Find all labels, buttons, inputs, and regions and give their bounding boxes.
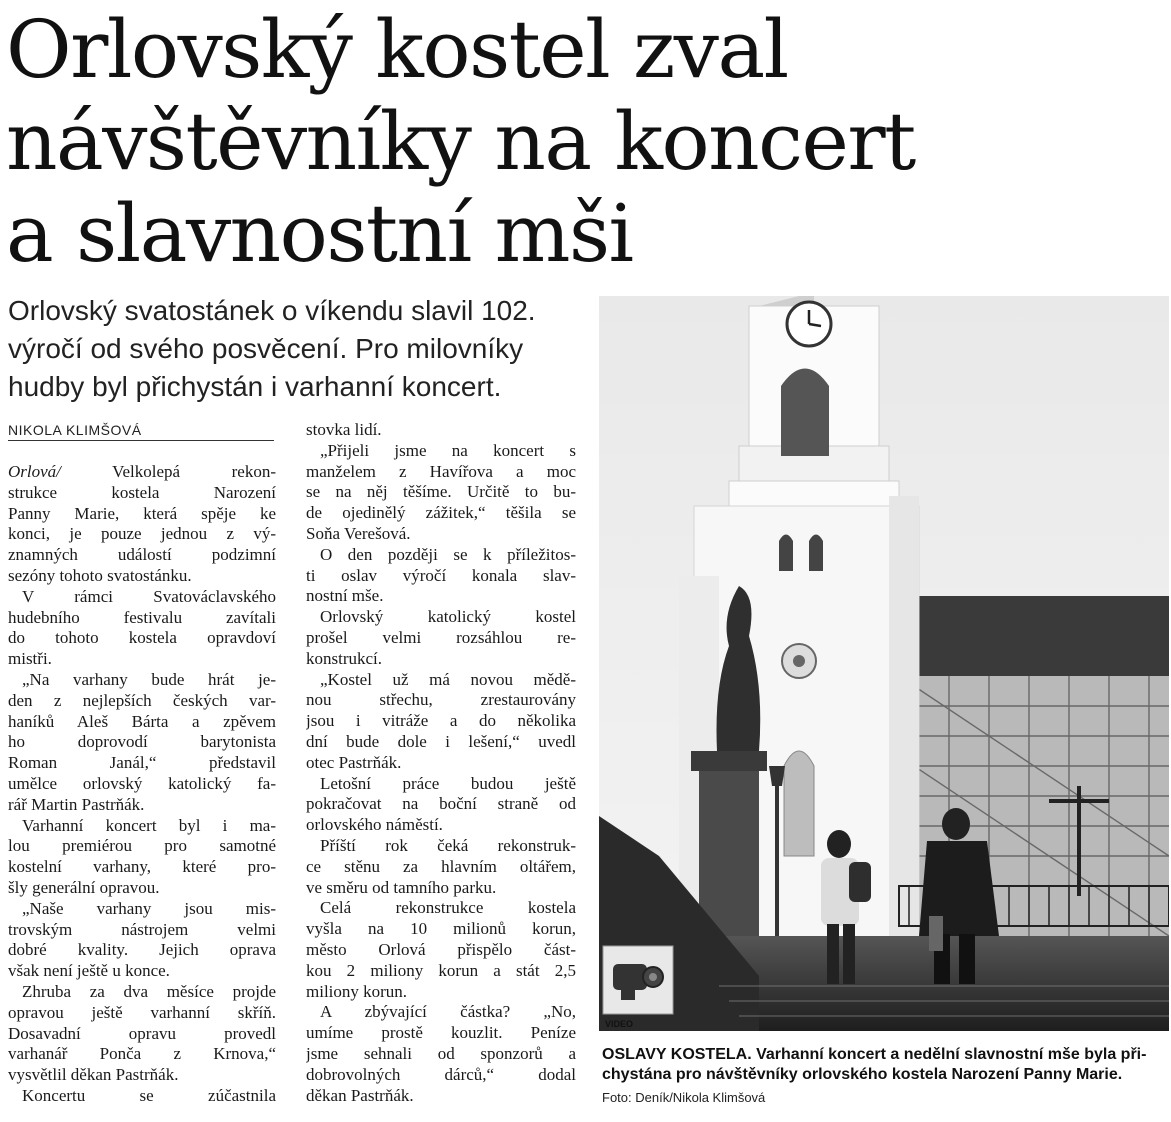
article-line: kou 2 miliony korun a stát 2,5 xyxy=(306,960,576,980)
article-line: opravou ještě varhanní skříň. xyxy=(8,1002,276,1022)
article-line: Letošní práce budou ještě xyxy=(320,773,576,793)
article-line: manželem z Havířova a moc xyxy=(306,461,576,481)
article-line: Zhruba za dva měsíce projde xyxy=(22,981,276,1001)
article-line: kostelní varhany, které pro- xyxy=(8,857,276,877)
article-line: Panny Marie, která spěje ke xyxy=(8,503,276,523)
article-line: rář Martin Pastrňák. xyxy=(8,794,145,814)
article-line xyxy=(8,462,276,483)
article-line: mistři. xyxy=(8,649,52,669)
article-line: nou střechu, zrestaurovány xyxy=(306,690,576,710)
article-line: de ojedinělý zážitek,“ těšila se xyxy=(306,503,576,523)
article-line: však není ještě u konce. xyxy=(8,961,170,981)
article-line: strukce kostela Narození xyxy=(8,482,276,502)
article-line: znamných událostí podzimní xyxy=(8,545,276,565)
article-line: A zbývající částka? „No, xyxy=(320,1002,576,1022)
lead-line: výročí od svého posvěcení. Pro milovníky xyxy=(8,333,524,364)
article-column-1 xyxy=(8,462,276,1107)
article-line: lou premiérou pro samotné xyxy=(8,836,276,856)
article-line: umíme prostě kouzlit. Peníze xyxy=(306,1023,576,1043)
article-line: nostní mše. xyxy=(306,586,384,606)
article-line: vyšla na 10 milionů korun, xyxy=(306,919,576,939)
article-line: ho doprovodí barytonista xyxy=(8,732,276,752)
article-line: jsou i vitráže a do několika xyxy=(306,711,576,731)
article-line: otec Pastrňák. xyxy=(306,752,402,772)
caption-text: Varhanní koncert a nedělní slavnostní mše byla při- xyxy=(751,1046,1147,1063)
article-line: Orlovský katolický kostel xyxy=(320,607,576,627)
article-line: pokračovat na boční straně od xyxy=(306,794,576,814)
article-line: haníků Aleš Bárta a zpěvem xyxy=(8,711,276,731)
article-line: Soňa Verešová. xyxy=(306,523,411,543)
photo-caption xyxy=(602,1045,1168,1085)
article-line: se na něj těšíme. Určitě to bu- xyxy=(306,482,576,502)
article-line: ti oslav výročí konala slav- xyxy=(306,565,576,585)
headline-line: Orlovský kostel zval xyxy=(6,3,788,96)
article-line: „Na varhany bude hrát je- xyxy=(22,669,276,689)
lead-line: hudby byl přichystán i varhanní koncert. xyxy=(8,371,502,402)
caption-title: OSLAVY KOSTELA. xyxy=(602,1046,752,1063)
church-photo xyxy=(599,296,1169,1031)
article-line: Dosavadní opravu provedl xyxy=(8,1023,276,1043)
article-line: prošel velmi rozsáhlou re- xyxy=(306,627,576,647)
article-line: orlovského náměstí. xyxy=(306,815,443,835)
church-photo-drawing xyxy=(599,296,1169,1031)
article-line: trovským nástrojem velmi xyxy=(8,919,276,939)
article-line: sezóny tohoto svatostánku. xyxy=(8,565,192,585)
byline: NIKOLA KLIMŠOVÁ xyxy=(8,422,274,441)
article-line: den z nejlepších českých var- xyxy=(8,690,276,710)
video-camera-icon xyxy=(603,946,673,1014)
photo-credit: Foto: Deník/Nikola Klimšová xyxy=(602,1090,766,1105)
article-line: umělce orlovský katolický fa- xyxy=(8,773,276,793)
article-line: město Orlová přispělo část- xyxy=(306,939,576,959)
article-line: dní bude dole i lešení,“ uvedl xyxy=(306,731,576,751)
article-line: „Naše varhany jsou mis- xyxy=(22,898,276,918)
article-line: ce stěnu za hlavním oltářem, xyxy=(306,856,576,876)
article-line: varhanář Ponča z Krnova,“ xyxy=(8,1044,276,1064)
article-line: šly generální opravou. xyxy=(8,877,160,897)
article-line: Koncertu se zúčastnila xyxy=(22,1085,276,1105)
article-line: V rámci Svatováclavského xyxy=(22,586,276,606)
dateline: Orlová/ xyxy=(8,462,61,481)
article-line: vysvětlil děkan Pastrňák. xyxy=(8,1065,179,1085)
article-line: dobré kvality. Jejich oprava xyxy=(8,940,276,960)
article-line: jsme sehnali od sponzorů a xyxy=(306,1043,576,1063)
caption-text: chystána pro návštěvníky orlovského kostela Narození Panny Marie. xyxy=(602,1066,1123,1083)
article-line: hudebního festivalu zavítali xyxy=(8,607,276,627)
article-line: konci, je pouze jednou z vý- xyxy=(8,524,276,544)
article-text: Velkolepá rekon- xyxy=(60,462,276,481)
article-line: Varhanní koncert byl i ma- xyxy=(22,815,276,835)
article-line: Celá rekonstrukce kostela xyxy=(320,898,576,918)
headline-line: a slavnostní mši xyxy=(6,187,633,280)
article-line: konstrukcí. xyxy=(306,648,383,668)
article-line: O den později se k příležitos- xyxy=(320,544,576,564)
headline xyxy=(6,4,1006,280)
article-column-2 xyxy=(306,420,576,1106)
article-line: dobrovolných dárců,“ dodal xyxy=(306,1064,576,1084)
article-line: Roman Janál,“ představil xyxy=(8,753,276,773)
article-line: Příští rok čeká rekonstruk- xyxy=(320,835,576,855)
article-line: děkan Pastrňák. xyxy=(306,1085,414,1105)
lead-line: Orlovský svatostánek o víkendu slavil 102. xyxy=(8,295,536,326)
article-line: „Přijeli jsme na koncert s xyxy=(320,440,576,460)
article-line: „Kostel už má novou mědě- xyxy=(320,669,576,689)
lead-paragraph xyxy=(8,292,578,406)
article-line: stovka lidí. xyxy=(306,420,382,439)
article-line: do tohoto kostela opravdoví xyxy=(8,628,276,648)
headline-line: návštěvníky na koncert xyxy=(6,95,915,188)
article-line: miliony korun. xyxy=(306,981,408,1001)
video-label: VIDEO xyxy=(605,1019,634,1029)
article-line: ve směru od tamního parku. xyxy=(306,877,497,897)
